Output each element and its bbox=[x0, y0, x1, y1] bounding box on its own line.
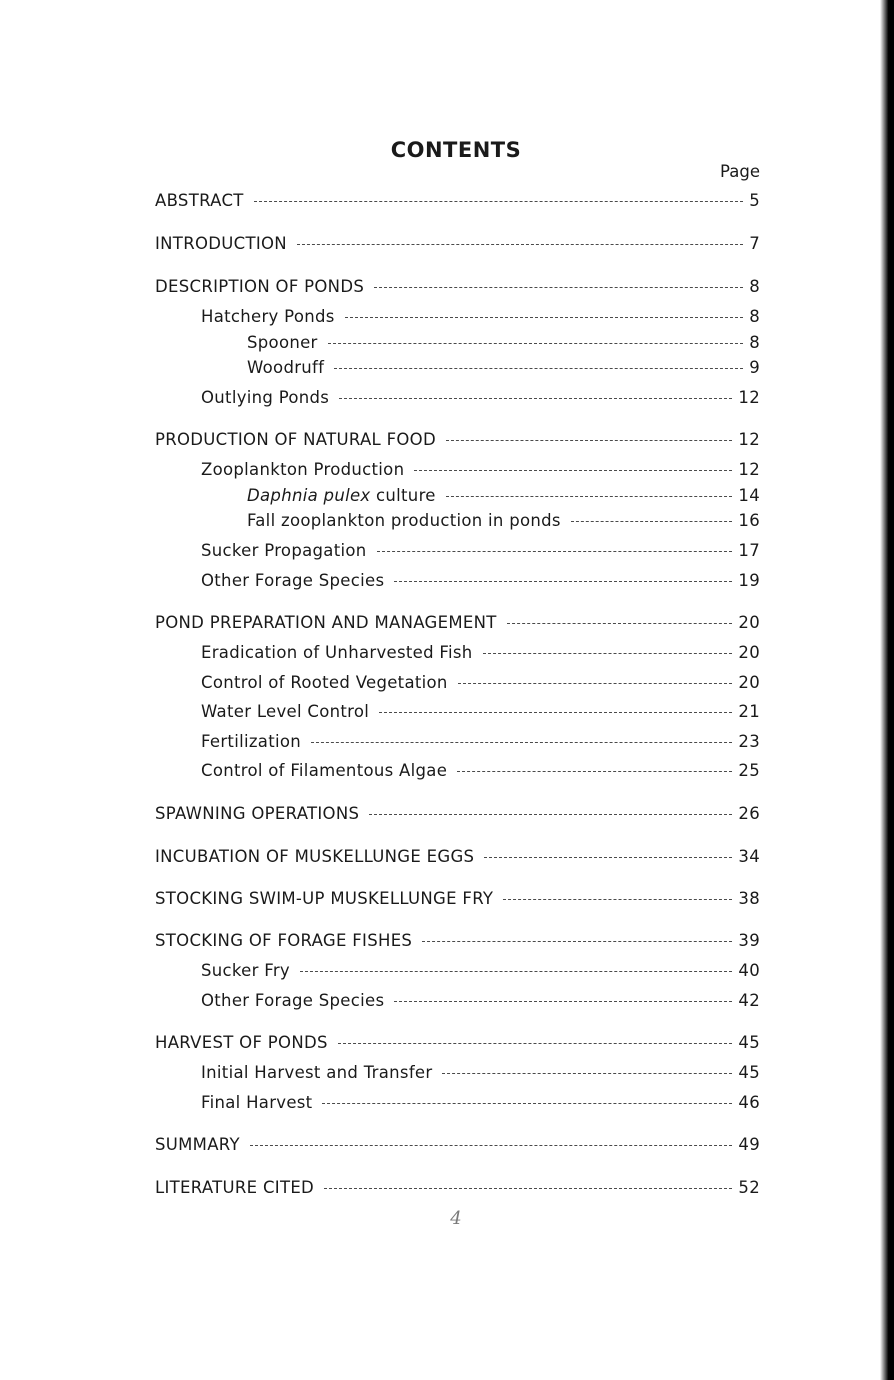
dot-leader bbox=[483, 653, 733, 654]
toc-entry-label: Other Forage Species bbox=[201, 571, 385, 590]
toc-entry-page: 5 bbox=[749, 191, 760, 210]
toc-entry-page: 20 bbox=[738, 673, 760, 692]
toc-entry-label: Other Forage Species bbox=[201, 991, 385, 1010]
toc-entry-literature-cited[interactable] bbox=[155, 1177, 760, 1199]
dot-leader bbox=[324, 1188, 732, 1189]
toc-entry-label: HARVEST OF PONDS bbox=[155, 1033, 328, 1052]
dot-leader bbox=[334, 368, 743, 369]
dot-leader bbox=[322, 1103, 732, 1104]
dot-leader bbox=[379, 712, 732, 713]
toc-entry-label: Hatchery Ponds bbox=[201, 307, 335, 326]
toc-entry-label: POND PREPARATION AND MANAGEMENT bbox=[155, 613, 497, 632]
toc-entry-filamentous-algae[interactable] bbox=[201, 760, 760, 782]
toc-entry-stocking-forage-fishes[interactable] bbox=[155, 930, 760, 952]
toc-entry-label: Eradication of Unharvested Fish bbox=[201, 643, 473, 662]
toc-entry-label: DESCRIPTION OF PONDS bbox=[155, 277, 365, 296]
toc-entry-label: Water Level Control bbox=[201, 702, 370, 721]
dot-leader bbox=[297, 244, 743, 245]
toc-entry-page: 8 bbox=[749, 307, 760, 326]
dot-leader bbox=[300, 971, 732, 972]
toc-entry-production-of-natural-food[interactable] bbox=[155, 429, 760, 451]
dot-leader bbox=[254, 201, 744, 202]
toc-entry-page: 17 bbox=[738, 541, 760, 560]
toc-entry-page: 34 bbox=[738, 847, 760, 866]
dot-leader bbox=[338, 1043, 733, 1044]
toc-entry-stocking-fry[interactable] bbox=[155, 888, 760, 910]
toc-entry-page: 45 bbox=[738, 1063, 760, 1082]
toc-entry-label: LITERATURE CITED bbox=[155, 1178, 315, 1197]
page-number: 4 bbox=[450, 1208, 462, 1229]
toc-entry-label: Sucker Propagation bbox=[201, 541, 367, 560]
page-title: CONTENTS bbox=[390, 138, 522, 162]
dot-leader bbox=[422, 941, 732, 942]
toc-entry-page: 49 bbox=[738, 1135, 760, 1154]
toc-entry-water-level-control[interactable] bbox=[201, 701, 760, 723]
toc-entry-page: 40 bbox=[738, 961, 760, 980]
dot-leader bbox=[571, 521, 733, 522]
dot-leader bbox=[345, 317, 744, 318]
dot-leader bbox=[377, 551, 733, 552]
toc-entry-spooner[interactable] bbox=[247, 332, 760, 354]
toc-entry-label: Outlying Ponds bbox=[201, 388, 330, 407]
toc-entry-label: STOCKING SWIM-UP MUSKELLUNGE FRY bbox=[155, 889, 494, 908]
toc-entry-daphnia-culture[interactable] bbox=[247, 485, 760, 507]
toc-entry-page: 21 bbox=[738, 702, 760, 721]
toc-entry-label: Sucker Fry bbox=[201, 961, 290, 980]
toc-entry-incubation[interactable] bbox=[155, 846, 760, 868]
dot-leader bbox=[484, 857, 732, 858]
toc-entry-page: 46 bbox=[738, 1093, 760, 1112]
dot-leader bbox=[507, 623, 733, 624]
dot-leader bbox=[311, 742, 732, 743]
toc-entry-fall-zooplankton[interactable] bbox=[247, 510, 760, 532]
toc-entry-label: Initial Harvest and Transfer bbox=[201, 1063, 433, 1082]
toc-entry-label bbox=[247, 485, 436, 507]
toc-entry-abstract[interactable] bbox=[155, 190, 760, 212]
toc-entry-label: INTRODUCTION bbox=[155, 234, 287, 253]
toc-entry-page: 38 bbox=[738, 889, 760, 908]
toc-entry-label: Fall zooplankton production in ponds bbox=[247, 511, 561, 530]
toc-entry-outlying-ponds[interactable] bbox=[201, 387, 760, 409]
toc-entry-page: 12 bbox=[738, 430, 760, 449]
toc-entry-other-forage-species-2[interactable] bbox=[201, 990, 760, 1012]
toc-entry-label: INCUBATION OF MUSKELLUNGE EGGS bbox=[155, 847, 475, 866]
toc-entry-label: Woodruff bbox=[247, 358, 325, 377]
toc-entry-label: Control of Filamentous Algae bbox=[201, 761, 448, 780]
toc-entry-label: Zooplankton Production bbox=[201, 460, 405, 479]
toc-entry-label-rest: culture bbox=[370, 486, 436, 505]
toc-entry-fertilization[interactable] bbox=[201, 731, 760, 753]
toc-entry-initial-harvest[interactable] bbox=[201, 1062, 760, 1084]
toc-entry-label: ABSTRACT bbox=[155, 191, 244, 210]
toc-entry-page: 7 bbox=[749, 234, 760, 253]
toc-entry-page: 25 bbox=[738, 761, 760, 780]
species-name: Daphnia pulex bbox=[247, 486, 371, 505]
dot-leader bbox=[458, 683, 733, 684]
dot-leader bbox=[250, 1145, 732, 1146]
toc-entry-introduction[interactable] bbox=[155, 233, 760, 255]
toc-entry-page: 39 bbox=[738, 931, 760, 950]
dot-leader bbox=[374, 287, 743, 288]
toc-entry-page: 52 bbox=[738, 1178, 760, 1197]
toc-entry-label: Fertilization bbox=[201, 732, 302, 751]
dot-leader bbox=[446, 440, 732, 441]
toc-entry-spawning-operations[interactable] bbox=[155, 803, 760, 825]
toc-entry-harvest-of-ponds[interactable] bbox=[155, 1032, 760, 1054]
toc-entry-final-harvest[interactable] bbox=[201, 1092, 760, 1114]
dot-leader bbox=[414, 470, 732, 471]
dot-leader bbox=[369, 814, 732, 815]
toc-entry-woodruff[interactable] bbox=[247, 357, 760, 379]
page-column-header: Page bbox=[720, 162, 760, 181]
toc-entry-page: 20 bbox=[738, 643, 760, 662]
dot-leader bbox=[457, 771, 732, 772]
toc-entry-page: 42 bbox=[738, 991, 760, 1010]
toc-entry-page: 26 bbox=[738, 804, 760, 823]
toc-entry-description-of-ponds[interactable] bbox=[155, 276, 760, 298]
toc-entry-label: STOCKING OF FORAGE FISHES bbox=[155, 931, 413, 950]
dot-leader bbox=[339, 398, 732, 399]
toc-entry-label: Spooner bbox=[247, 333, 318, 352]
toc-entry-label: Control of Rooted Vegetation bbox=[201, 673, 448, 692]
dot-leader bbox=[442, 1073, 732, 1074]
toc-entry-page: 8 bbox=[749, 277, 760, 296]
toc-entry-label: PRODUCTION OF NATURAL FOOD bbox=[155, 430, 436, 449]
toc-entry-page: 12 bbox=[738, 388, 760, 407]
toc-entry-zooplankton-production[interactable] bbox=[201, 459, 760, 481]
dot-leader bbox=[394, 581, 732, 582]
toc-entry-sucker-fry[interactable] bbox=[201, 960, 760, 982]
toc-entry-sucker-propagation[interactable] bbox=[201, 540, 760, 562]
toc-entry-page: 8 bbox=[749, 333, 760, 352]
toc-entry-label: Final Harvest bbox=[201, 1093, 313, 1112]
toc-entry-page: 20 bbox=[738, 613, 760, 632]
dot-leader bbox=[394, 1001, 732, 1002]
toc-entry-page: 14 bbox=[738, 486, 760, 505]
toc-entry-page: 16 bbox=[738, 511, 760, 530]
dot-leader bbox=[503, 899, 732, 900]
dot-leader bbox=[328, 343, 744, 344]
toc-entry-summary[interactable] bbox=[155, 1134, 760, 1156]
toc-entry-pond-preparation[interactable] bbox=[155, 612, 760, 634]
toc-entry-page: 23 bbox=[738, 732, 760, 751]
toc-entry-label: SUMMARY bbox=[155, 1135, 240, 1154]
toc-entry-rooted-vegetation[interactable] bbox=[201, 672, 760, 694]
toc-entry-page: 45 bbox=[738, 1033, 760, 1052]
toc-entry-hatchery-ponds[interactable] bbox=[201, 306, 760, 328]
toc-entry-page: 9 bbox=[749, 358, 760, 377]
toc-entry-page: 12 bbox=[738, 460, 760, 479]
dot-leader bbox=[446, 496, 733, 497]
toc-entry-label: SPAWNING OPERATIONS bbox=[155, 804, 360, 823]
toc-entry-eradication[interactable] bbox=[201, 642, 760, 664]
toc-entry-other-forage-species-1[interactable] bbox=[201, 570, 760, 592]
toc-entry-page: 19 bbox=[738, 571, 760, 590]
